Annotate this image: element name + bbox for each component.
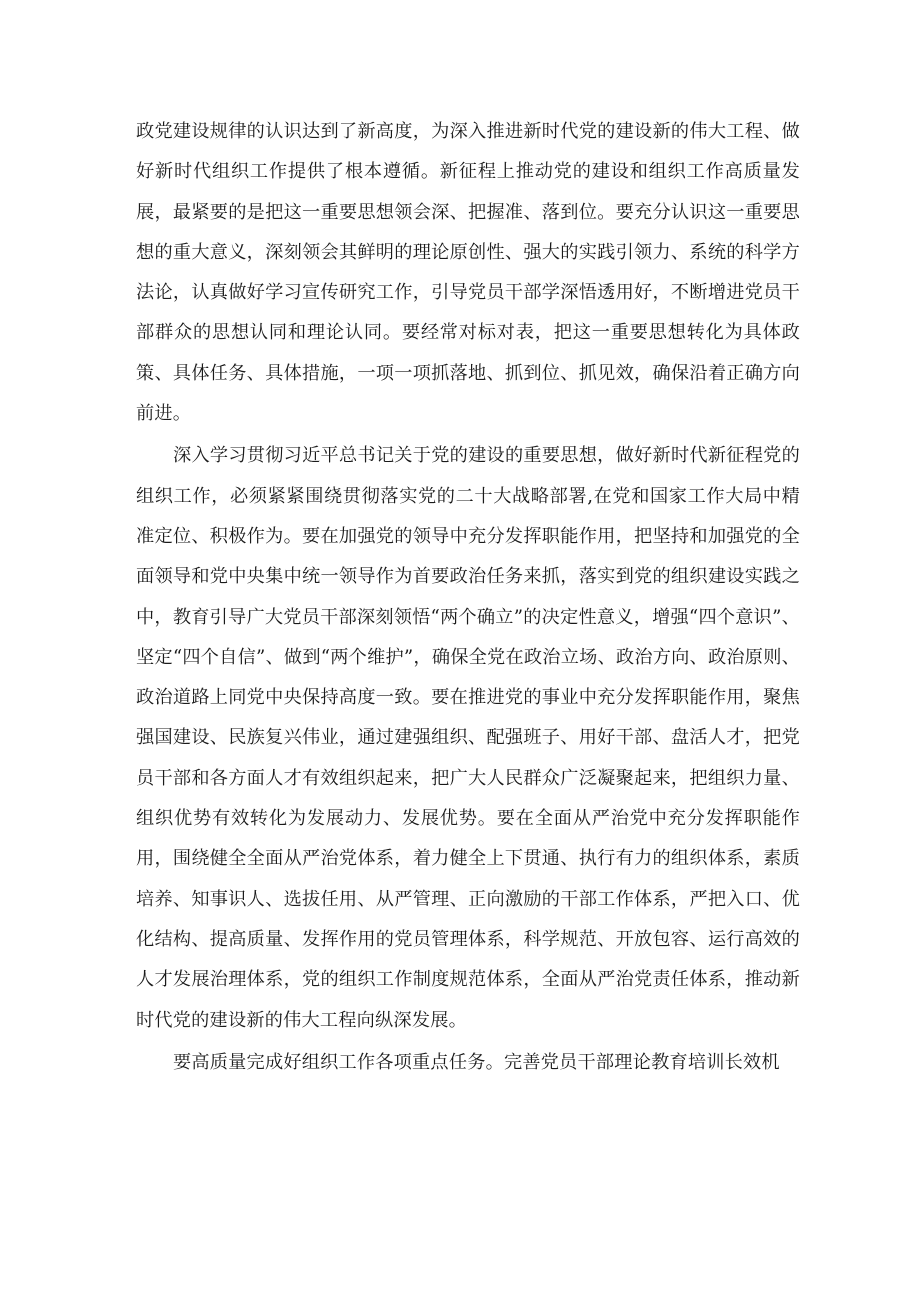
- paragraph-2: 深入学习贯彻习近平总书记关于党的建设的重要思想，做好新时代新征程党的组织工作，必须紧紧围绕贯彻落实党的二十大战略部署,在党和国家工作大局中精准定位、积极作为。要在加强党的领导中充分发挥职能作用，把坚持和加强党的全面领导和党中央集中统一领导作为首要政治任务来抓，落实到党的组织建设实践之中，教育引导广大党员干部深刻领悟“两个确立”的决定性意义，增强“四个意识”、坚定“四个自信”、做到“两个维护”，确保全党在政治立场、政治方向、政治原则、政治道路上同党中央保持高度一致。要在推进党的事业中充分发挥职能作用，聚焦强国建设、民族复兴伟业，通过建强组织、配强班子、用好干部、盘活人才，把党员干部和各方面人才有效组织起来，把广大人民群众广泛凝聚起来，把组织力量、组织优势有效转化为发展动力、发展优势。要在全面从严治党中充分发挥职能作用，围绕健全全面从严治党体系，着力健全上下贯通、执行有力的组织体系，素质培养、知事识人、选拔任用、从严管理、正向激励的干部工作体系，严把入口、优化结构、提高质量、发挥作用的党员管理体系，科学规范、开放包容、运行高效的人才发展治理体系，党的组织工作制度规范体系，全面从严治党责任体系，推动新时代党的建设新的伟大工程向纵深发展。: [136, 445, 800, 1031]
- paragraph-1: 政党建设规律的认识达到了新高度，为深入推进新时代党的建设新的伟大工程、做好新时代组织工作提供了根本遵循。新征程上推动党的建设和组织工作高质量发展，最紧要的是把这一重要思想领会深、把握准、落到位。要充分认识这一重要思想的重大意义，深刻领会其鲜明的理论原创性、强大的实践引领力、系统的科学方法论，认真做好学习宣传研究工作，引导党员干部学深悟透用好，不断增进党员干部群众的思想认同和理论认同。要经常对标对表，把这一重要思想转化为具体政策、具体任务、具体措施，一项一项抓落地、抓到位、抓见效，确保沿着正确方向前进。: [136, 121, 800, 425]
- paragraph-3: 要高质量完成好组织工作各项重点任务。完善党员干部理论教育培训长效机: [173, 1051, 780, 1073]
- document-body: [136, 112, 800, 1083]
